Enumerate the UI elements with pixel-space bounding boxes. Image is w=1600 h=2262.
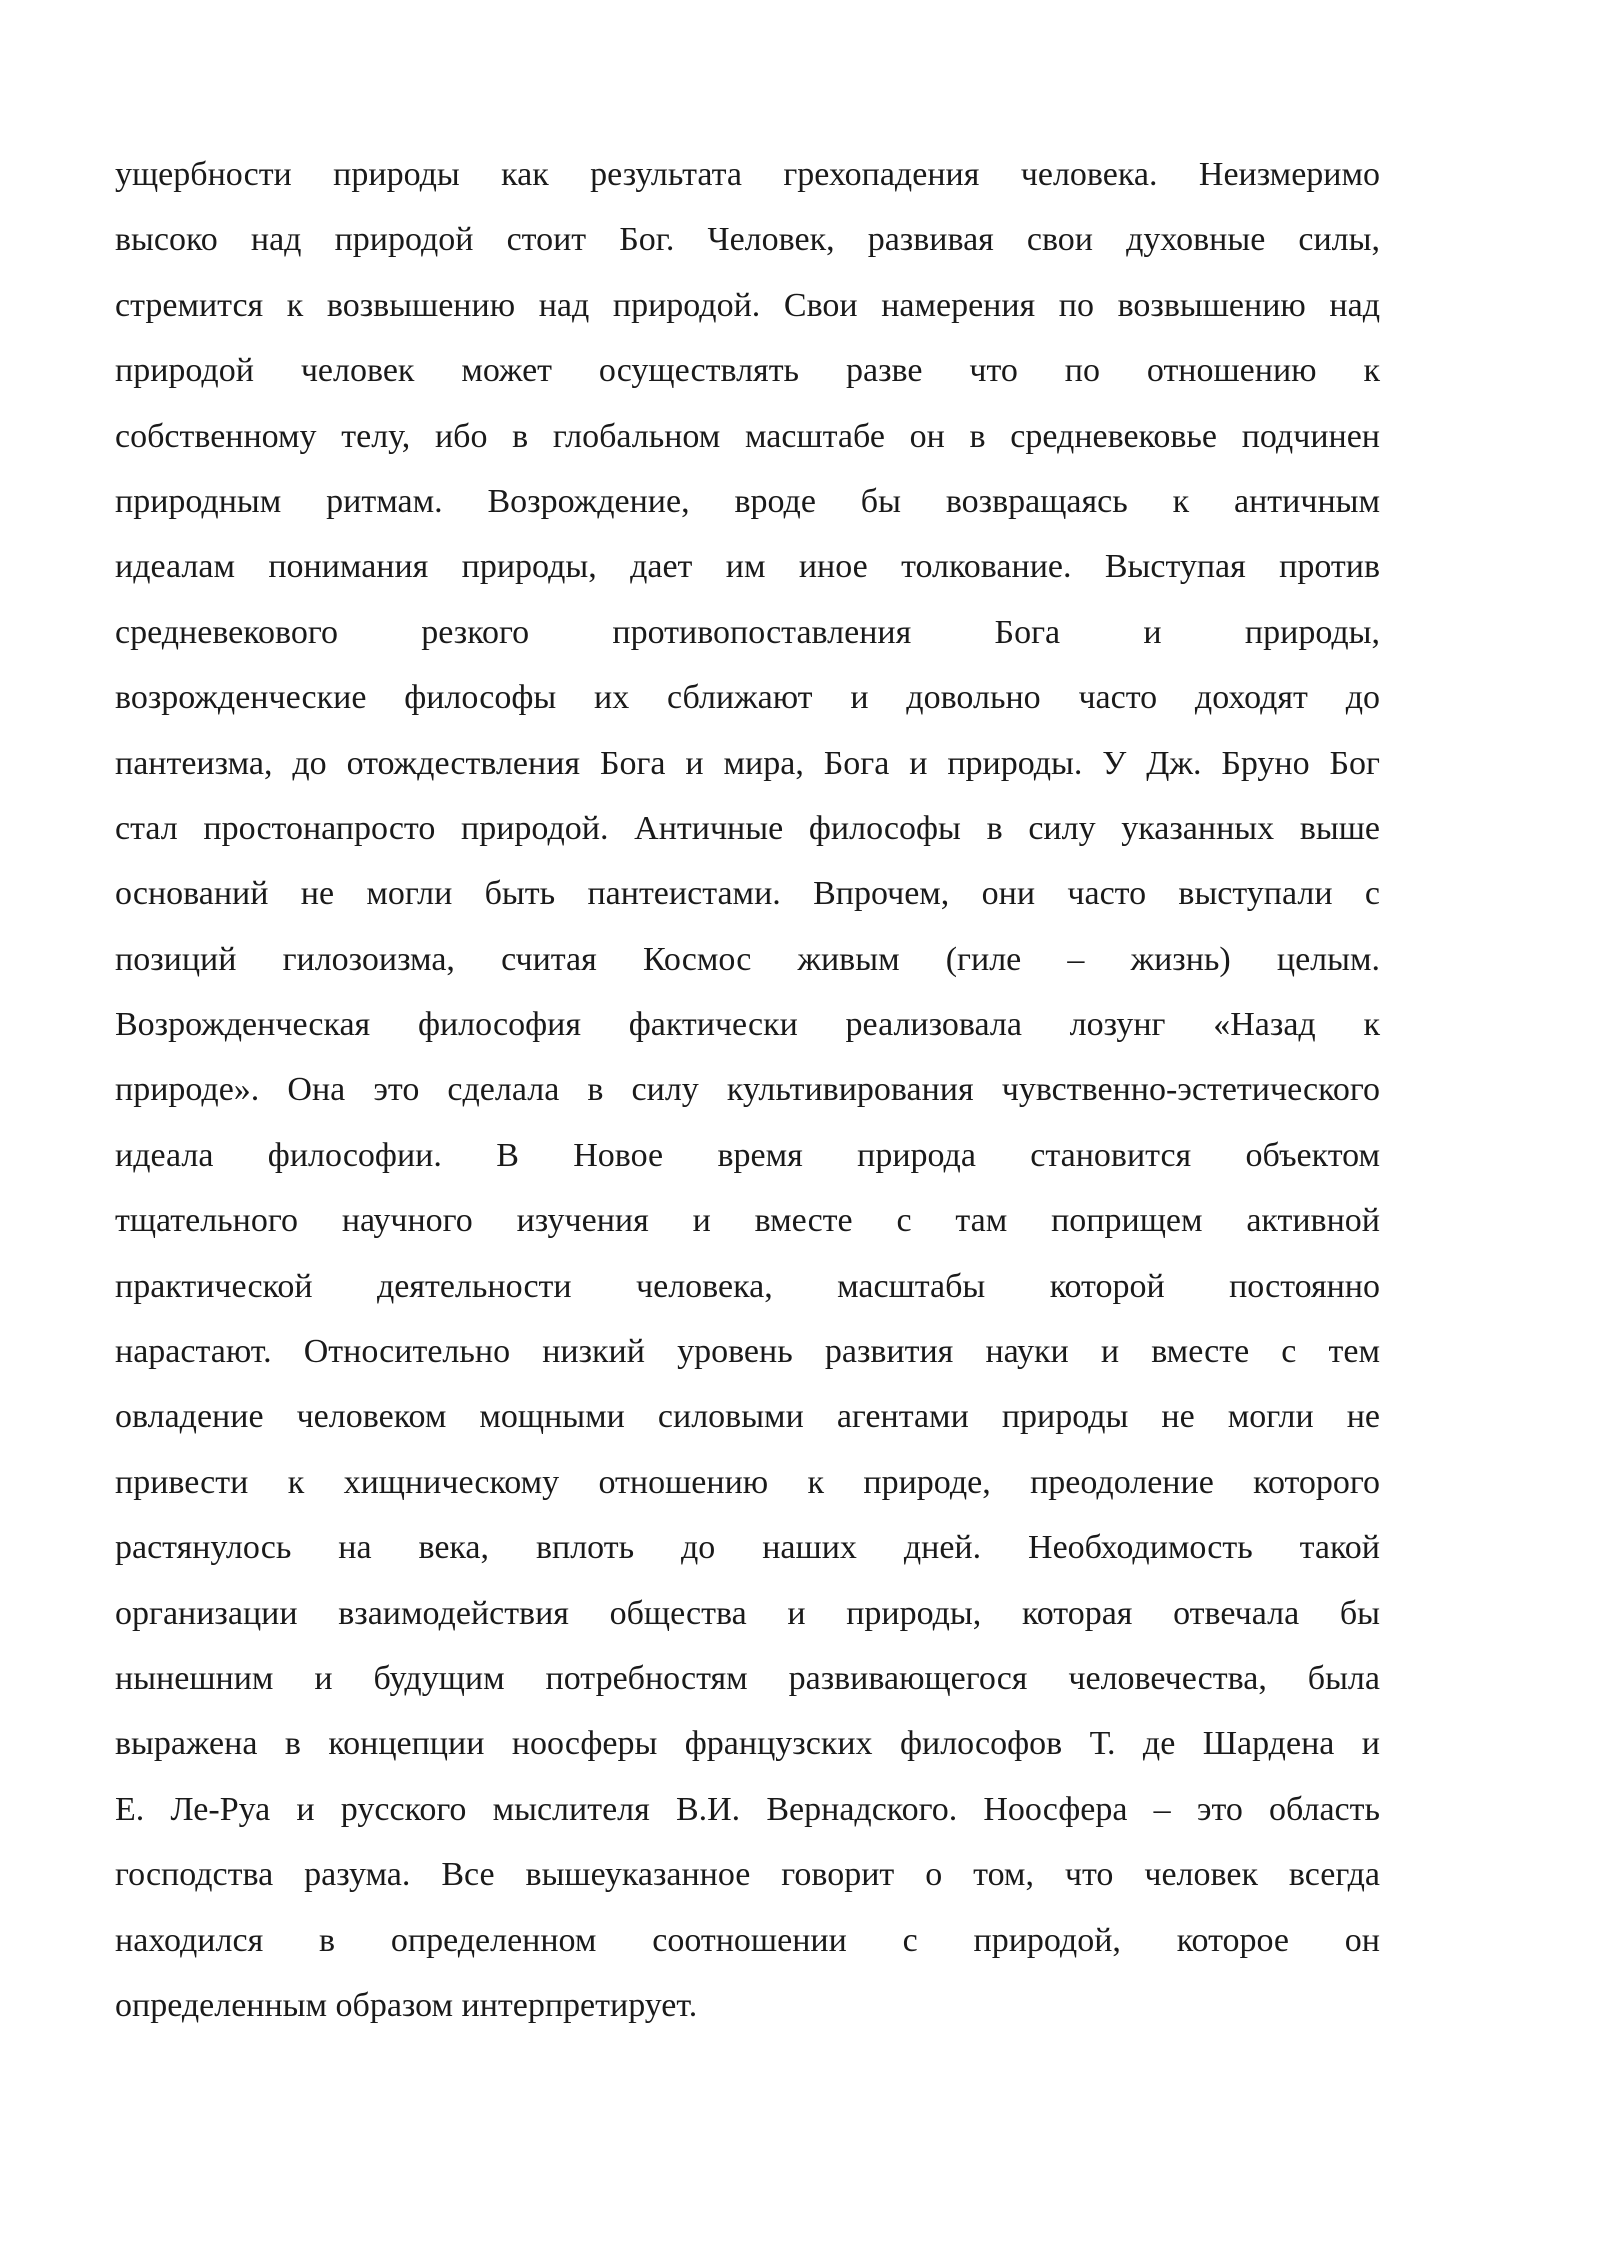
text-line: высоко над природой стоит Бог. Человек, развивая свои духовные силы,: [115, 221, 1380, 259]
text-line: растянулось на века, вплоть до наших дней. Необходимость такой: [115, 1529, 1380, 1567]
text-line: пантеизма, до отождествления Бога и мира, Бога и природы. У Дж. Бруно Бог: [115, 744, 1380, 782]
text-line: средневекового резкого противопоставления Бога и природы,: [115, 613, 1380, 651]
text-line: стал простонапросто природой. Античные философы в силу указанных выше: [115, 809, 1380, 847]
text-line: природе». Она это сделала в силу культивирования чувственно-эстетического: [115, 1071, 1380, 1109]
text-line: нынешним и будущим потребностям развивающегося человечества, была: [115, 1659, 1380, 1697]
text-line: практической деятельности человека, масштабы которой постоянно: [115, 1267, 1380, 1305]
text-line: позиций гилозоизма, считая Космос живым (гиле – жизнь) целым.: [115, 940, 1380, 978]
text-line: возрожденческие философы их сближают и довольно часто доходят до: [115, 679, 1380, 717]
text-line: природой человек может осуществлять разве что по отношению к: [115, 352, 1380, 390]
text-line: идеала философии. В Новое время природа становится объектом: [115, 1136, 1380, 1174]
text-line: привести к хищническому отношению к природе, преодоление которого: [115, 1463, 1380, 1501]
text-line: оснований не могли быть пантеистами. Впрочем, они часто выступали с: [115, 875, 1380, 913]
text-line: тщательного научного изучения и вместе с там поприщем активной: [115, 1202, 1380, 1240]
text-line: природным ритмам. Возрождение, вроде бы возвращаясь к античным: [115, 482, 1380, 520]
text-line: Е. Ле-Руа и русского мыслителя В.И. Вернадского. Ноосфера – это область: [115, 1790, 1380, 1828]
text-line-last: определенным образом интерпретирует.: [115, 1986, 698, 2024]
text-line: идеалам понимания природы, дает им иное толкование. Выступая против: [115, 548, 1380, 586]
text-line: стремится к возвышению над природой. Свои намерения по возвышению над: [115, 286, 1380, 324]
text-line: Возрожденческая философия фактически реализовала лозунг «Назад к: [115, 1006, 1380, 1044]
text-line: ущербности природы как результата грехопадения человека. Неизмеримо: [115, 156, 1380, 193]
text-line: выражена в концепции ноосферы французских философов Т. де Шардена и: [115, 1725, 1380, 1763]
text-line: овладение человеком мощными силовыми агентами природы не могли не: [115, 1398, 1380, 1436]
text-line: нарастают. Относительно низкий уровень развития науки и вместе с тем: [115, 1333, 1380, 1371]
text-line: организации взаимодействия общества и природы, которая отвечала бы: [115, 1594, 1380, 1632]
body-paragraph: [115, 151, 1380, 2047]
text-line: находился в определенном соотношении с природой, которое он: [115, 1921, 1380, 1959]
text-line: господства разума. Все вышеуказанное говорит о том, что человек всегда: [115, 1856, 1380, 1894]
text-line: собственному телу, ибо в глобальном масштабе он в средневековье подчинен: [115, 417, 1380, 455]
